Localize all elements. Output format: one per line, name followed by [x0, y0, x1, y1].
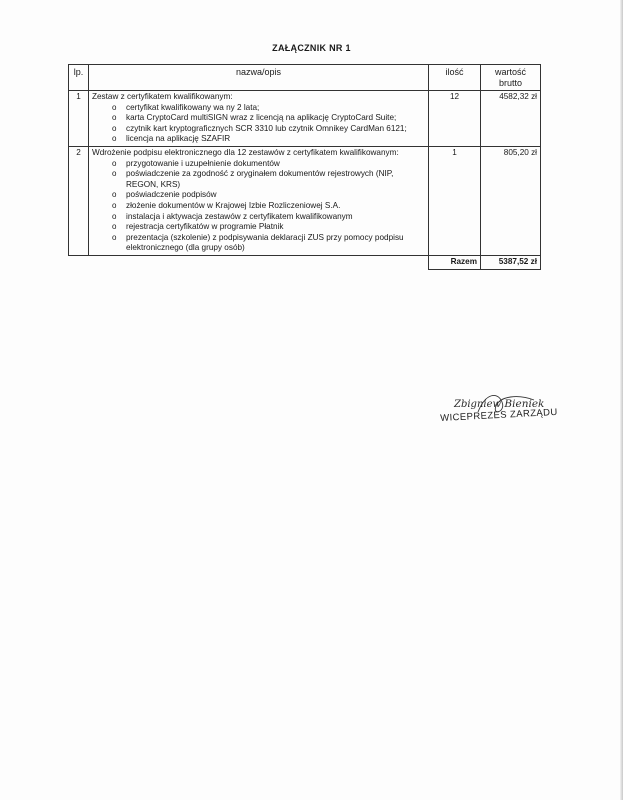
list-item: o instalacja i aktywacja zestawów z certyfikatem kwalifikowanym	[112, 212, 425, 223]
header-qty: ilość	[429, 65, 481, 91]
row-qty: 12	[429, 91, 481, 147]
total-label: Razem	[429, 255, 481, 269]
row-lp: 1	[69, 91, 89, 147]
list-item: o licencja na aplikację SZAFIR	[112, 134, 425, 145]
header-lp: lp.	[69, 65, 89, 91]
table-row	[69, 91, 541, 147]
signature-first-name: Zbigniew	[454, 399, 502, 410]
header-value	[481, 65, 541, 91]
total-spacer	[69, 255, 429, 269]
row-item-list	[92, 103, 425, 145]
row-description	[89, 91, 429, 147]
row-qty: 1	[429, 146, 481, 255]
table-total-row	[69, 255, 541, 269]
signature-role-stamp: WICEPREZES ZARZĄDU	[440, 406, 558, 424]
document-title: ZAŁĄCZNIK NR 1	[272, 43, 351, 53]
list-item: o złożenie dokumentów w Krajowej Izbie Rozliczeniowej S.A.	[112, 201, 425, 212]
row-intro: Wdrożenie podpisu elektronicznego dla 12 zestawów z certyfikatem kwalifikowanym:	[92, 147, 399, 157]
list-item: o czytnik kart kryptograficznych SCR 3310 lub czytnik Omnikey CardMan 6121;	[112, 124, 425, 135]
list-item: o prezentacja (szkolenie) z podpisywania deklaracji ZUS przy pomocy podpisu elektronicznego (dla grupy osób)	[112, 233, 425, 254]
header-value-line1: wartość	[494, 67, 526, 77]
row-item-list	[92, 159, 425, 254]
list-item: o poświadczenie podpisów	[112, 190, 425, 201]
header-name: nazwa/opis	[89, 65, 429, 91]
list-item: o przygotowanie i uzupełnienie dokumentów	[112, 159, 425, 170]
list-item: o certyfikat kwalifikowany wa ny 2 lata;	[112, 103, 425, 114]
row-intro: Zestaw z certyfikatem kwalifikowanym:	[92, 92, 233, 101]
row-lp: 2	[69, 146, 89, 255]
signature-block	[440, 380, 600, 440]
header-value-line2: brutto	[498, 78, 522, 88]
attachment-table	[68, 64, 541, 270]
list-item: o poświadczenie za zgodność z oryginałem dokumentów rejestrowych (NIP, REGON, KRS)	[112, 169, 425, 190]
total-value: 5387,52 zł	[481, 255, 541, 269]
row-description	[89, 146, 429, 255]
list-item: o karta CryptoCard multiSIGN wraz z licencją na aplikację CryptoCard Suite;	[112, 113, 425, 124]
table-header-row	[69, 65, 541, 91]
list-item: o rejestracja certyfikatów w programie Płatnik	[112, 222, 425, 233]
row-value: 805,20 zł	[481, 146, 541, 255]
signature-last-name: Bieniek	[504, 398, 545, 410]
row-value: 4582,32 zł	[481, 91, 541, 147]
table-row	[69, 146, 541, 255]
